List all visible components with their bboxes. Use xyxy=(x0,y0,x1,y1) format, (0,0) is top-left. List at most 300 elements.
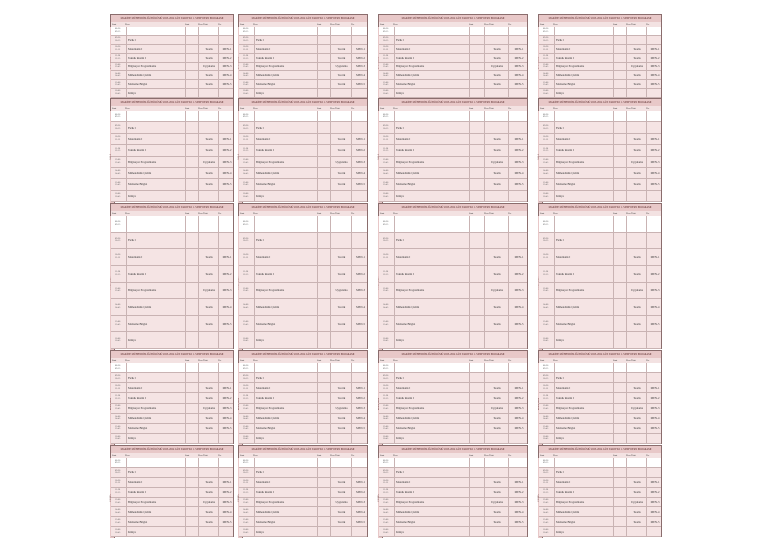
table-row xyxy=(379,216,527,233)
row-course: Teknik Resim I xyxy=(394,54,464,62)
row-course: Kimya xyxy=(394,191,464,201)
row-room xyxy=(646,122,663,132)
table-row xyxy=(379,157,527,168)
row-type: Teorik xyxy=(198,488,219,497)
table-row xyxy=(539,393,661,403)
table-row xyxy=(239,63,367,72)
row-room xyxy=(218,332,235,348)
row-room xyxy=(508,373,529,382)
row-room: MEN-3 xyxy=(351,498,369,507)
row-hours xyxy=(469,478,485,487)
row-room: MEN-3 xyxy=(218,498,235,507)
row-course: Teknik Resim I xyxy=(554,488,612,497)
row-hours xyxy=(185,71,199,79)
row-type: Teorik xyxy=(198,478,219,487)
row-type: Teorik xyxy=(626,179,647,189)
row-time: 15:00 15:45 xyxy=(383,425,389,431)
table-row xyxy=(379,249,527,266)
table-row xyxy=(539,63,661,72)
table-row xyxy=(539,249,661,266)
schedule-panel xyxy=(378,445,528,537)
row-time: 09:30 10:15 xyxy=(243,375,249,380)
table-row xyxy=(239,434,367,444)
row-type xyxy=(198,373,219,382)
col-header-course: Ders xyxy=(553,359,558,362)
row-hours xyxy=(469,498,485,507)
row-hours xyxy=(317,299,331,315)
row-course: Bilgisayar Programlama xyxy=(554,283,612,299)
table-row xyxy=(539,71,661,80)
row-time: 13:00 13:45 xyxy=(243,499,249,504)
row-course: Mühendislik Çizimi xyxy=(554,507,612,516)
row-hours xyxy=(185,111,199,121)
row-course: Kimya xyxy=(254,191,315,201)
row-time: 09:30 10:15 xyxy=(115,37,121,42)
row-course: Bilgisayar Programlama xyxy=(126,498,184,507)
row-type: Teorik xyxy=(626,71,647,79)
row-type xyxy=(484,527,509,536)
col-header-course: Ders xyxy=(553,107,558,110)
table-row xyxy=(539,424,661,434)
row-course: Kimya xyxy=(126,191,184,201)
row-course: Bilgisayar Programlama xyxy=(394,404,464,413)
col-header-hours: Saat xyxy=(613,212,618,215)
row-hours xyxy=(317,179,331,189)
col-header-time: Saat xyxy=(112,359,117,362)
row-hours xyxy=(469,527,485,536)
row-room: MEN-2 xyxy=(646,393,663,402)
row-room: MEN-1 xyxy=(646,45,663,53)
row-type: Teorik xyxy=(330,383,352,392)
row-hours xyxy=(613,80,627,88)
table-row xyxy=(539,233,661,250)
row-course: Malzeme Bilgisi xyxy=(126,424,184,433)
row-course: Matematik I xyxy=(394,383,464,392)
row-time: 08:30 09:15 xyxy=(383,28,389,33)
row-hours xyxy=(185,507,199,516)
row-hours xyxy=(613,27,627,35)
row-hours xyxy=(185,498,199,507)
row-type: Teorik xyxy=(484,179,509,189)
row-room: MEN-1 xyxy=(508,134,529,144)
row-hours xyxy=(469,36,485,44)
row-course: Kimya xyxy=(394,527,464,536)
row-room: MEN-3 xyxy=(508,157,529,167)
col-header-time: Saat xyxy=(240,107,245,110)
row-time: 09:30 10:15 xyxy=(243,237,249,243)
col-header-course: Ders xyxy=(393,212,398,215)
row-course: Bilgisayar Programlama xyxy=(394,63,464,71)
row-type: Teorik xyxy=(484,414,509,423)
row-time: 16:00 16:45 xyxy=(383,337,389,343)
row-room xyxy=(508,111,529,121)
table-row xyxy=(379,191,527,202)
row-type: Teorik xyxy=(198,168,219,178)
table-row xyxy=(239,45,367,54)
row-time: 10:30 11:15 xyxy=(115,136,121,141)
row-room: MEN-4 xyxy=(218,168,235,178)
row-course: Matematik I xyxy=(254,383,315,392)
col-header-room: Yer xyxy=(218,212,222,215)
table-row xyxy=(379,134,527,145)
row-room: MEN-4 xyxy=(508,299,529,315)
row-course: Matematik I xyxy=(554,45,612,53)
col-header-time: Saat xyxy=(380,107,385,110)
row-type: Teorik xyxy=(198,383,219,392)
row-room xyxy=(351,373,369,382)
col-header-time: Saat xyxy=(540,359,545,362)
table-row xyxy=(539,216,661,233)
table-row xyxy=(239,332,367,349)
table-row xyxy=(111,168,233,179)
row-type xyxy=(484,111,509,121)
row-course: Matematik I xyxy=(254,249,315,265)
row-time: 15:00 15:45 xyxy=(383,519,389,524)
row-type: Teorik xyxy=(626,517,647,526)
row-time: 13:00 13:45 xyxy=(383,63,389,69)
row-room: MEN-1 xyxy=(218,45,235,53)
table-row xyxy=(379,458,527,468)
table-row xyxy=(539,266,661,283)
row-time: 15:00 15:45 xyxy=(383,181,389,187)
row-time: 14:00 14:45 xyxy=(383,72,389,78)
row-type xyxy=(484,36,509,44)
row-room xyxy=(351,527,369,536)
row-type xyxy=(484,468,509,477)
row-type: Teorik xyxy=(626,383,647,392)
row-time: 08:30 09:15 xyxy=(543,113,549,119)
row-hours xyxy=(317,332,331,348)
table-row xyxy=(539,507,661,517)
row-room xyxy=(351,36,369,44)
row-type: Teorik xyxy=(330,478,352,487)
row-type xyxy=(330,27,352,35)
row-room xyxy=(646,27,663,35)
row-time: 13:00 13:45 xyxy=(115,159,121,164)
row-time: 16:00 16:45 xyxy=(243,528,249,534)
col-header-type: Ders Türü xyxy=(484,23,494,26)
row-room: MEN-1 xyxy=(646,134,663,144)
row-hours xyxy=(185,145,199,155)
row-type: Uygulama xyxy=(626,283,647,299)
row-type: Teorik xyxy=(198,424,219,433)
table-row xyxy=(239,393,367,403)
row-hours xyxy=(317,458,331,467)
col-header-room: Yer xyxy=(508,454,512,457)
table-row xyxy=(379,332,527,349)
row-room: MEN-1 xyxy=(351,249,369,265)
row-type: Teorik xyxy=(484,45,509,53)
table-row xyxy=(111,332,233,349)
row-hours xyxy=(185,478,199,487)
row-room: MEN-5 xyxy=(351,316,369,332)
row-time: 13:00 13:45 xyxy=(115,287,121,293)
row-type: Teorik xyxy=(198,134,219,144)
table-row xyxy=(239,527,367,537)
row-course: Teknik Resim I xyxy=(126,266,184,282)
row-type: Uygulama xyxy=(626,63,647,71)
row-course: Matematik I xyxy=(126,478,184,487)
row-type: Uygulama xyxy=(484,157,509,167)
row-type: Teorik xyxy=(626,507,647,516)
row-room xyxy=(218,373,235,382)
table-row xyxy=(539,383,661,393)
row-room xyxy=(351,191,369,201)
table-row xyxy=(379,478,527,488)
row-room xyxy=(646,468,663,477)
row-room xyxy=(218,434,235,443)
row-hours xyxy=(185,122,199,132)
row-time: 13:00 13:45 xyxy=(543,63,549,69)
row-time: 10:30 11:15 xyxy=(543,385,549,390)
row-time: 16:00 16:45 xyxy=(383,193,389,198)
row-type xyxy=(626,527,647,536)
table-row xyxy=(239,122,367,133)
row-time: 13:00 13:45 xyxy=(243,159,249,164)
table-row xyxy=(239,168,367,179)
row-room xyxy=(351,89,369,97)
col-header-course: Ders xyxy=(393,454,398,457)
row-type: Teorik xyxy=(484,145,509,155)
table-row xyxy=(379,63,527,72)
row-hours xyxy=(317,316,331,332)
panel-title: MAKİNE MÜHENDİSLİĞİ BÖLÜMÜ 2023-2024 GÜZ YARIYILI 1. SINIF DERS PROGRAMI xyxy=(239,351,367,359)
row-hours xyxy=(469,424,485,433)
col-header-type: Ders Türü xyxy=(330,359,340,362)
row-room: MEN-5 xyxy=(218,424,235,433)
row-time: 10:30 11:15 xyxy=(383,254,389,260)
row-course xyxy=(554,111,612,121)
row-course: Teknik Resim I xyxy=(394,145,464,155)
row-room: MEN-1 xyxy=(646,478,663,487)
table-row xyxy=(111,434,233,444)
row-hours xyxy=(317,373,331,382)
row-type xyxy=(330,233,352,249)
row-hours xyxy=(613,404,627,413)
row-course: Malzeme Bilgisi xyxy=(394,517,464,526)
row-room: MEN-2 xyxy=(351,54,369,62)
row-time: 10:30 11:15 xyxy=(543,136,549,141)
row-course: Bilgisayar Programlama xyxy=(126,283,184,299)
row-time: 13:00 13:45 xyxy=(243,63,249,69)
row-time: 15:00 15:45 xyxy=(383,81,389,87)
table-row xyxy=(379,89,527,98)
row-hours xyxy=(317,36,331,44)
row-course: Bilgisayar Programlama xyxy=(126,63,184,71)
row-course: Fizik I xyxy=(554,373,612,382)
table-row xyxy=(239,498,367,508)
row-time: 08:30 09:15 xyxy=(243,459,249,465)
row-hours xyxy=(613,363,627,372)
row-time: 15:00 15:45 xyxy=(115,81,121,87)
row-time: 11:30 12:15 xyxy=(543,54,549,60)
row-type: Teorik xyxy=(198,393,219,402)
row-room: MEN-3 xyxy=(646,404,663,413)
row-time: 16:00 16:45 xyxy=(543,90,549,96)
row-hours xyxy=(185,424,199,433)
panel-title: MAKİNE MÜHENDİSLİĞİ BÖLÜMÜ 2023-2024 GÜZ YARIYILI 1. SINIF DERS PROGRAMI xyxy=(239,99,367,107)
col-header-room: Yer xyxy=(218,454,222,457)
row-hours xyxy=(317,527,331,536)
row-time: 14:00 14:45 xyxy=(115,72,121,78)
table-row xyxy=(379,488,527,498)
table-row xyxy=(379,507,527,517)
row-type xyxy=(484,89,509,97)
table-row xyxy=(539,179,661,190)
table-row xyxy=(239,249,367,266)
col-header-type: Ders Türü xyxy=(198,212,208,215)
row-hours xyxy=(469,216,485,232)
table-row xyxy=(111,517,233,527)
row-room xyxy=(508,36,529,44)
row-course: Matematik I xyxy=(126,383,184,392)
table-row xyxy=(111,468,233,478)
row-course: Bilgisayar Programlama xyxy=(254,498,315,507)
row-room xyxy=(508,27,529,35)
row-hours xyxy=(317,216,331,232)
row-room: MEN-1 xyxy=(218,383,235,392)
row-time: 08:30 09:15 xyxy=(383,221,389,226)
row-room xyxy=(218,233,235,249)
col-header-time: Saat xyxy=(240,23,245,26)
row-type xyxy=(626,458,647,467)
row-hours xyxy=(613,299,627,315)
row-room: MEN-4 xyxy=(646,299,663,315)
row-type xyxy=(198,434,219,443)
row-type: Uygulama xyxy=(330,283,352,299)
row-type: Uygulama xyxy=(198,283,219,299)
table-row xyxy=(539,80,661,89)
row-hours xyxy=(469,45,485,53)
row-hours xyxy=(613,458,627,467)
row-time: 14:00 14:45 xyxy=(383,415,389,421)
row-room: MEN-1 xyxy=(508,383,529,392)
table-row xyxy=(239,157,367,168)
col-header-course: Ders xyxy=(125,107,130,110)
row-time: 11:30 12:15 xyxy=(115,489,121,495)
row-type: Teorik xyxy=(198,249,219,265)
row-time: 10:30 11:15 xyxy=(115,385,121,390)
row-course: Malzeme Bilgisi xyxy=(554,80,612,88)
row-room xyxy=(351,122,369,132)
row-time: 15:00 15:45 xyxy=(543,425,549,431)
row-time: 11:30 12:15 xyxy=(243,395,249,400)
col-header-course: Ders xyxy=(393,359,398,362)
row-time: 16:00 16:45 xyxy=(115,435,121,441)
row-time: 09:30 10:15 xyxy=(115,375,121,380)
row-room: MEN-4 xyxy=(218,507,235,516)
row-time: 11:30 12:15 xyxy=(243,54,249,60)
row-course: Matematik I xyxy=(254,134,315,144)
table-row xyxy=(539,332,661,349)
table-row xyxy=(239,414,367,424)
row-time: 13:00 13:45 xyxy=(115,499,121,504)
row-hours xyxy=(317,488,331,497)
row-hours xyxy=(613,168,627,178)
row-time: 09:30 10:15 xyxy=(543,124,549,130)
col-header-course: Ders xyxy=(125,212,130,215)
col-header-hours: Saat xyxy=(185,359,190,362)
row-room xyxy=(508,191,529,201)
col-header-hours: Saat xyxy=(469,107,474,110)
row-type: Teorik xyxy=(484,54,509,62)
table-row xyxy=(539,373,661,383)
row-room: MEN-2 xyxy=(218,488,235,497)
row-type: Teorik xyxy=(198,45,219,53)
row-course: Fizik I xyxy=(554,233,612,249)
row-type: Teorik xyxy=(198,145,219,155)
col-header-type: Ders Türü xyxy=(484,454,494,457)
col-header-course: Ders xyxy=(125,454,130,457)
row-time: 14:00 14:45 xyxy=(383,304,389,309)
table-row xyxy=(379,517,527,527)
row-course: Mühendislik Çizimi xyxy=(554,71,612,79)
table-row xyxy=(379,233,527,250)
row-type: Uygulama xyxy=(198,63,219,71)
table-row xyxy=(239,233,367,250)
row-type: Uygulama xyxy=(484,63,509,71)
row-course xyxy=(126,216,184,232)
row-hours xyxy=(613,434,627,443)
col-header-type: Ders Türü xyxy=(626,454,636,457)
row-time: 10:30 11:15 xyxy=(115,254,121,260)
row-hours xyxy=(185,332,199,348)
row-course: Matematik I xyxy=(394,478,464,487)
row-course: Mühendislik Çizimi xyxy=(554,168,612,178)
table-row xyxy=(379,363,527,373)
row-hours xyxy=(613,233,627,249)
row-room: MEN-2 xyxy=(351,488,369,497)
col-header-type: Ders Türü xyxy=(330,107,340,110)
row-type: Teorik xyxy=(330,414,352,423)
row-time: 08:30 09:15 xyxy=(243,28,249,33)
row-time: 14:00 14:45 xyxy=(243,170,249,176)
row-time: 16:00 16:45 xyxy=(243,435,249,441)
row-time: 08:30 09:15 xyxy=(383,459,389,465)
row-type xyxy=(626,27,647,35)
row-course xyxy=(254,458,315,467)
row-course: Fizik I xyxy=(254,373,315,382)
row-type xyxy=(330,468,352,477)
col-header-type: Ders Türü xyxy=(330,23,340,26)
row-room: MEN-5 xyxy=(646,179,663,189)
col-header-room: Yer xyxy=(508,212,512,215)
row-room: MEN-4 xyxy=(508,414,529,423)
table-row xyxy=(111,458,233,468)
row-hours xyxy=(613,191,627,201)
row-hours xyxy=(317,89,331,97)
row-type xyxy=(330,373,352,382)
row-type: Teorik xyxy=(198,316,219,332)
row-hours xyxy=(613,134,627,144)
row-course xyxy=(554,363,612,372)
row-room: MEN-1 xyxy=(218,134,235,144)
row-room: MEN-5 xyxy=(646,517,663,526)
table-row xyxy=(539,45,661,54)
col-header-type: Ders Türü xyxy=(198,454,208,457)
row-hours xyxy=(317,63,331,71)
col-header-hours: Saat xyxy=(613,23,618,26)
row-type: Teorik xyxy=(484,316,509,332)
table-row xyxy=(111,249,233,266)
table-row xyxy=(379,71,527,80)
row-hours xyxy=(613,63,627,71)
table-row xyxy=(379,316,527,333)
row-course: Fizik I xyxy=(126,233,184,249)
row-type: Teorik xyxy=(330,507,352,516)
row-type: Teorik xyxy=(484,134,509,144)
row-type xyxy=(330,332,352,348)
